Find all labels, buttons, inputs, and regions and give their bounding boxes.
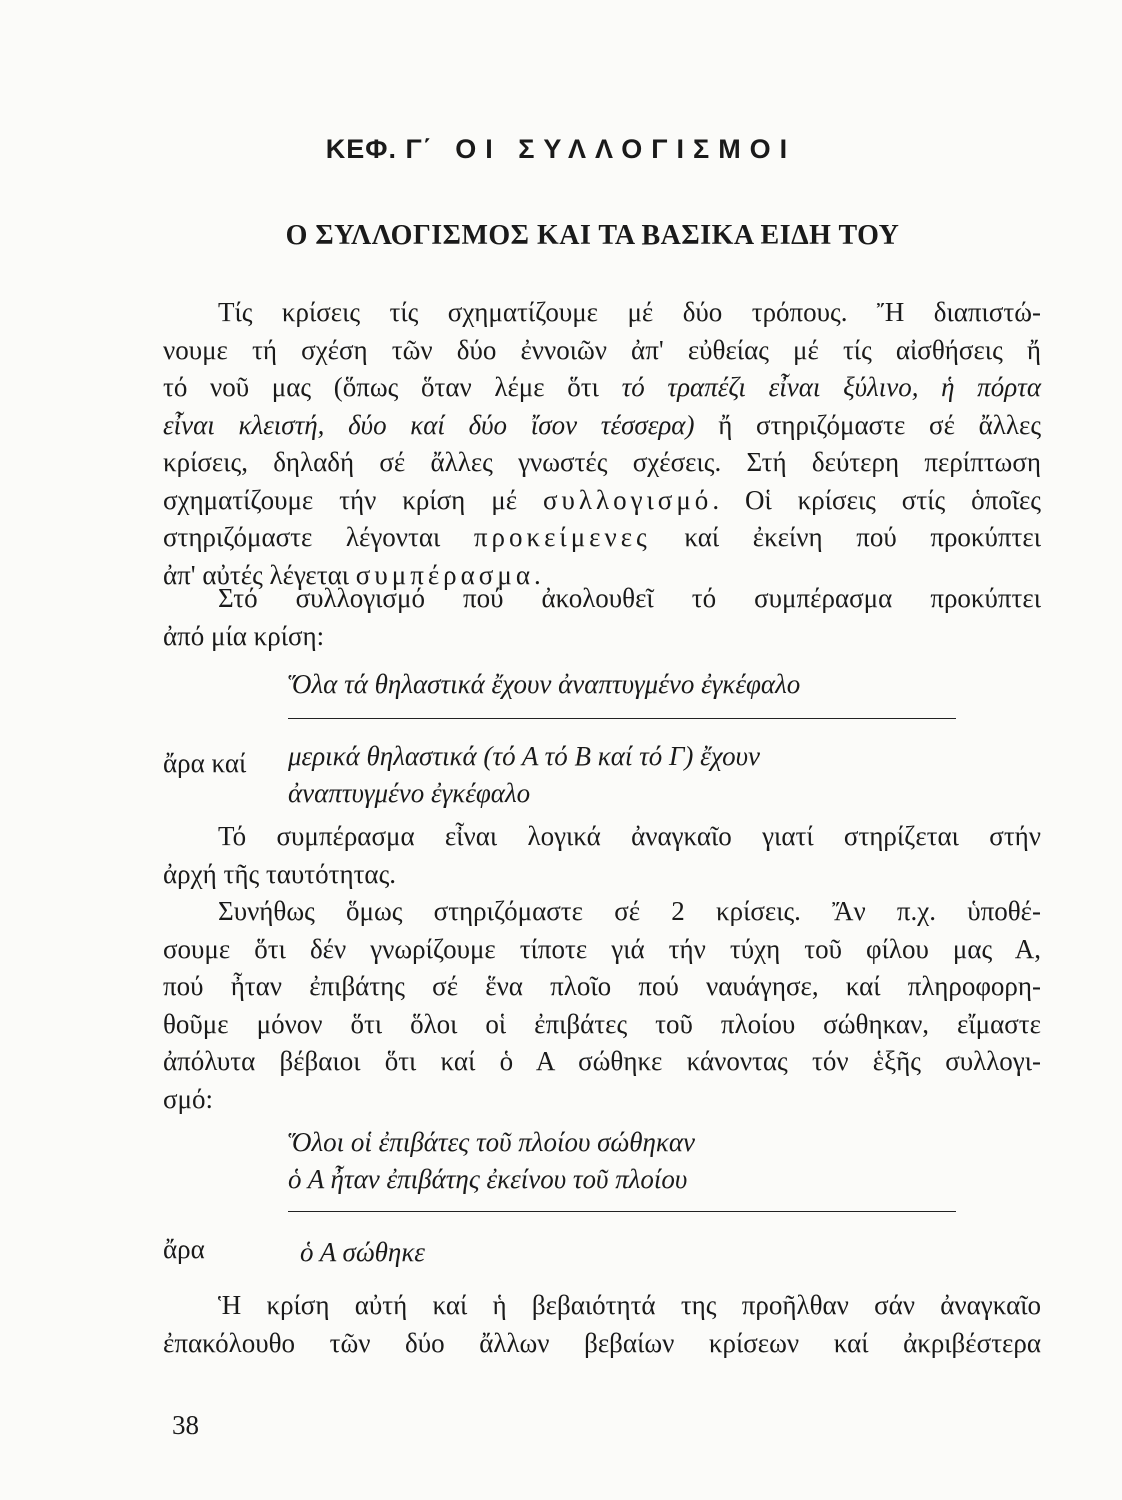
syllogism-rule [288, 718, 956, 719]
emphasis-term: συμπέρασμα [355, 559, 534, 590]
section-title: Ο ΣΥΛΛΟΓΙΣΜΟΣ ΚΑΙ ΤΑ ΒΑΣΙΚΑ ΕΙΔΗ ΤΟΥ [285, 220, 900, 251]
example-1-premise: Ὅλα τά θηλαστικά ἔχουν ἀναπτυγμένο ἐγκέφαλο [288, 669, 801, 699]
text-line: σμό: [163, 1083, 214, 1114]
text-line: σουμε ὅτι δέν γνωρίζουμε τίποτε γιά τήν τύχη τοῦ φίλου μας Α, [163, 933, 1041, 964]
paragraph-3 [163, 818, 1041, 893]
text-line: πού ἦταν ἐπιβάτης σέ ἕνα πλοῖο πού ναυάγησε, καί πληροφορη- [163, 971, 1041, 1001]
emphasis-term: προκείμενες [473, 522, 651, 552]
chapter-heading [0, 134, 1122, 165]
text-line: στηριζόμαστε λέγονται προκείμενες καί ἐκείνη πού προκύπτει [163, 522, 1041, 552]
example-1-ara: ἄρα καί [163, 748, 247, 778]
text-line: ἐπακόλουθο τῶν δύο ἄλλων βεβαίων κρίσεων καί ἀκριβέστερα [163, 1327, 1041, 1358]
text-line: Τίς κρίσεις τίς σχηματίζουμε μέ δύο τρόπους. Ἤ διαπιστώ- [218, 297, 1041, 327]
text-line: ἀρχή τῆς ταυτότητας. [163, 858, 397, 889]
chapter-label: ΚΕΦ. Γ΄ [325, 134, 433, 164]
example-2-premises: Ὅλοι οἱ ἐπιβάτες τοῦ πλοίου σώθηκαν ὁ Α ἦταν ἐπιβάτης ἐκείνου τοῦ πλοίου [288, 1127, 696, 1194]
emphasis-term: συλλογισμό [542, 484, 713, 515]
text-line: ἀπό μία κρίση: [163, 620, 325, 651]
text-line: τό νοῦ μας (ὅπως ὅταν λέμε ὅτι τό τραπέζι εἶναι ξύλινο, ἡ πόρτα [163, 372, 1042, 402]
text-line: Συνήθως ὅμως στηριζόμαστε σέ 2 κρίσεις. Ἄν π.χ. ὑποθέ- [218, 896, 1041, 926]
paragraph-4 [163, 893, 1041, 1118]
paragraph-2 [163, 580, 1041, 655]
paragraph-5 [163, 1287, 1041, 1362]
example-2-conclusion: ὁ Α σώθηκε [300, 1237, 425, 1267]
text-line: κρίσεις, δηλαδή σέ ἄλλες γνωστές σχέσεις. Στή δεύτερη περίπτωση [163, 447, 1041, 477]
chapter-title: ΟΙ ΣΥΛΛΟΓΙΣΜΟΙ [455, 134, 797, 164]
text-line: θοῦμε μόνον ὅτι ὅλοι οἱ ἐπιβάτες τοῦ πλοίου σώθηκαν, εἴμαστε [163, 1008, 1041, 1039]
text-line: Στό συλλογισμό πού ἀκολουθεῖ τό συμπέρασμα προκύπτει [218, 583, 1041, 613]
text-line: Ἡ κρίση αὐτή καί ἡ βεβαιότητά της προῆλθαν σάν ἀναγκαῖο [218, 1290, 1041, 1320]
paragraph-1 [163, 294, 1041, 594]
text-line: σχηματίζουμε τήν κρίση μέ συλλογισμό. Οἱ κρίσεις στίς ὁποῖες [163, 484, 1041, 515]
text-line: ἀπ' αὐτές λέγεται συμπέρασμα. [163, 559, 541, 590]
text-line: εἶναι κλειστή, δύο καί δύο ἴσον τέσσερα) ἤ στηριζόμαστε σέ ἄλλες [163, 409, 1042, 440]
example-1-conclusion: μερικά θηλαστικά (τό Α τό Β καί τό Γ) ἔχουν ἀναπτυγμένο ἐγκέφαλο [288, 741, 760, 808]
example-2-ara: ἄρα [163, 1234, 205, 1264]
page-number: 38 [172, 1410, 199, 1440]
text-line: ἀπόλυτα βέβαιοι ὅτι καί ὁ Α σώθηκε κάνοντας τόν ἑξῆς συλλογι- [163, 1046, 1041, 1076]
syllogism-rule [288, 1211, 956, 1212]
text-line: νουμε τή σχέση τῶν δύο ἐννοιῶν ἀπ' εὐθείας μέ τίς αἰσθήσεις ἤ [163, 334, 1041, 365]
text-line: Τό συμπέρασμα εἶναι λογικά ἀναγκαῖο γιατί στηρίζεται στήν [218, 821, 1041, 851]
